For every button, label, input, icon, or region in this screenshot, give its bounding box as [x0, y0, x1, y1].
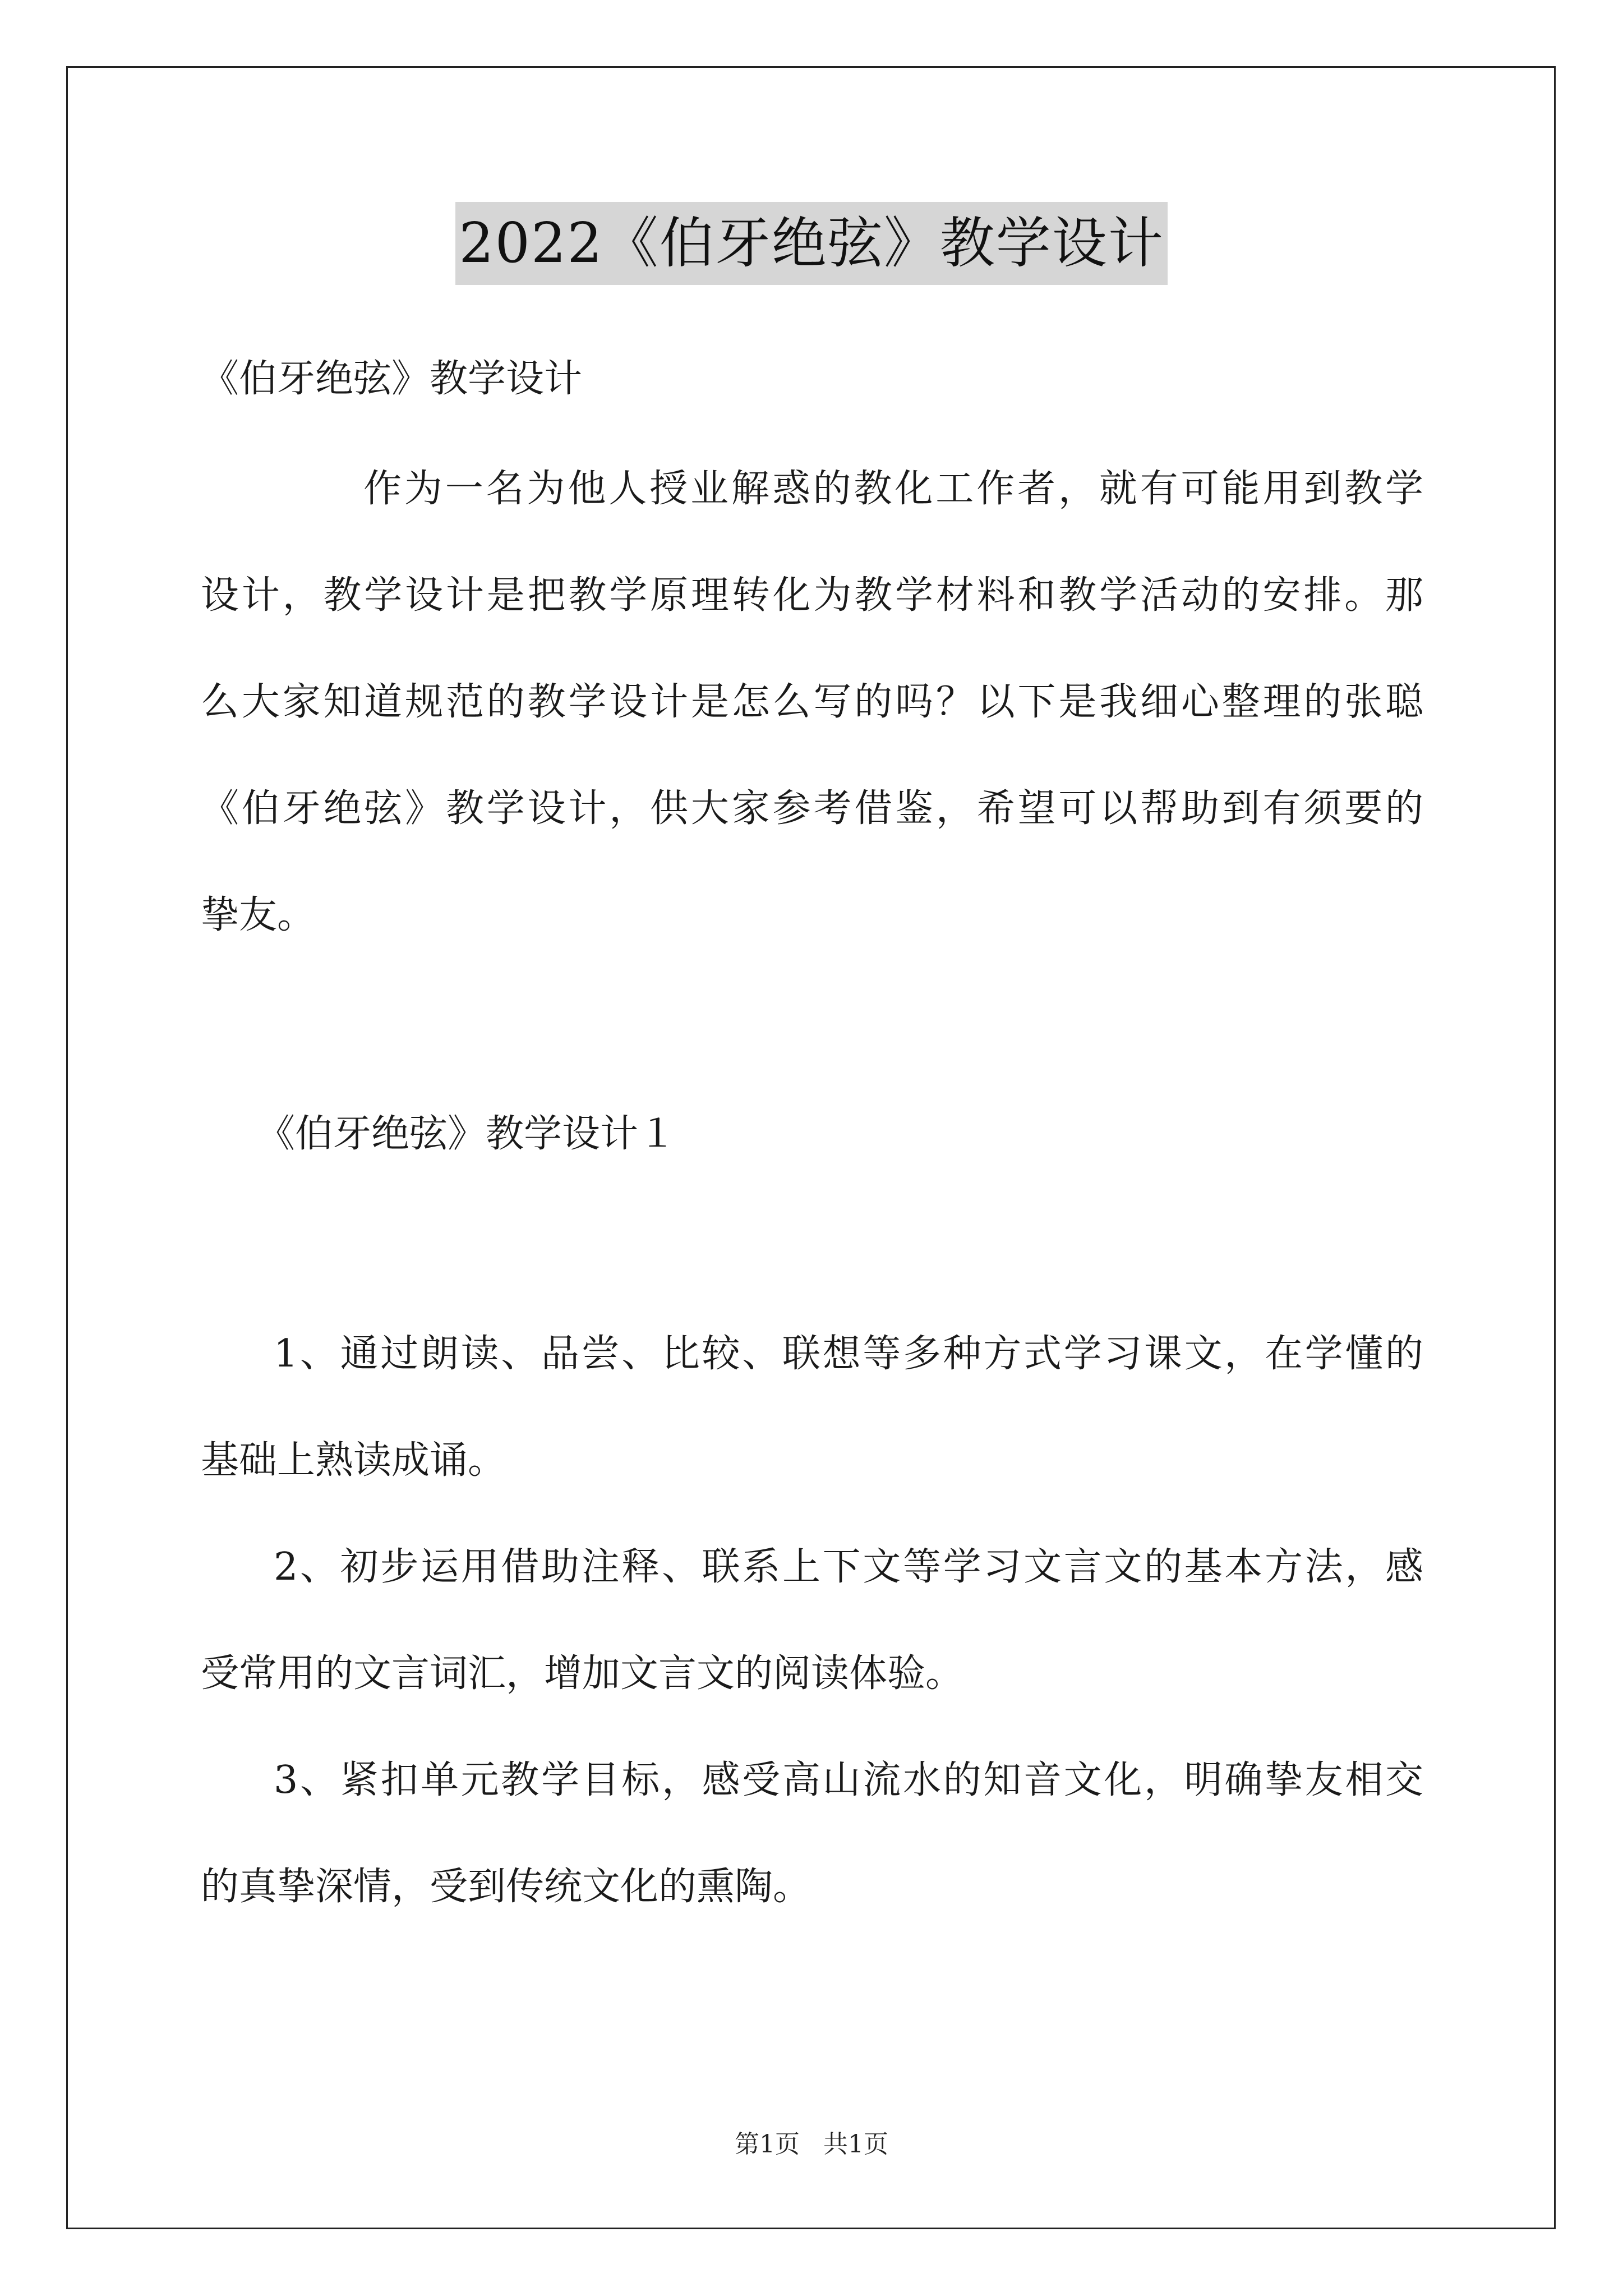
intro-line-2: 设计，教学设计是把教学原理转化为教学材料和教学活动的安排。那	[201, 573, 1423, 618]
goal-line-6: 的真挚深情，受到传统文化的熏陶。	[201, 1865, 811, 1909]
goal-line-5: 3、紧扣单元教学目标，感受高山流水的知音文化，明确挚友相交	[274, 1758, 1423, 1802]
page-total: 共1页	[823, 2130, 888, 2159]
goal-line-2: 基础上熟读成诵。	[201, 1438, 506, 1483]
intro-line-4: 《伯牙绝弦》教学设计，供大家参考借鉴，希望可以帮助到有须要的	[201, 786, 1423, 831]
goal-line-1: 1、通过朗读、品尝、比较、联想等多种方式学习课文，在学懂的	[274, 1332, 1423, 1376]
section-heading: 《伯牙绝弦》教学设计１	[257, 1112, 677, 1156]
intro-line-1: 作为一名为他人授业解惑的教化工作者，就有可能用到教学	[363, 467, 1423, 511]
document-subtitle: 《伯牙绝弦》教学设计	[201, 357, 583, 401]
page-number: 第1页	[735, 2130, 800, 2159]
document-title: 2022《伯牙绝弦》教学设计	[455, 202, 1167, 285]
intro-line-3: 么大家知道规范的教学设计是怎么写的吗？以下是我细心整理的张聪	[201, 680, 1423, 724]
intro-line-5: 挚友。	[201, 893, 316, 937]
goal-line-3: 2、初步运用借助注释、联系上下文等学习文言文的基本方法，感	[274, 1545, 1423, 1589]
page-footer	[0, 2129, 1623, 2160]
title-container	[0, 202, 1623, 285]
goal-line-4: 受常用的文言词汇，增加文言文的阅读体验。	[201, 1651, 964, 1696]
